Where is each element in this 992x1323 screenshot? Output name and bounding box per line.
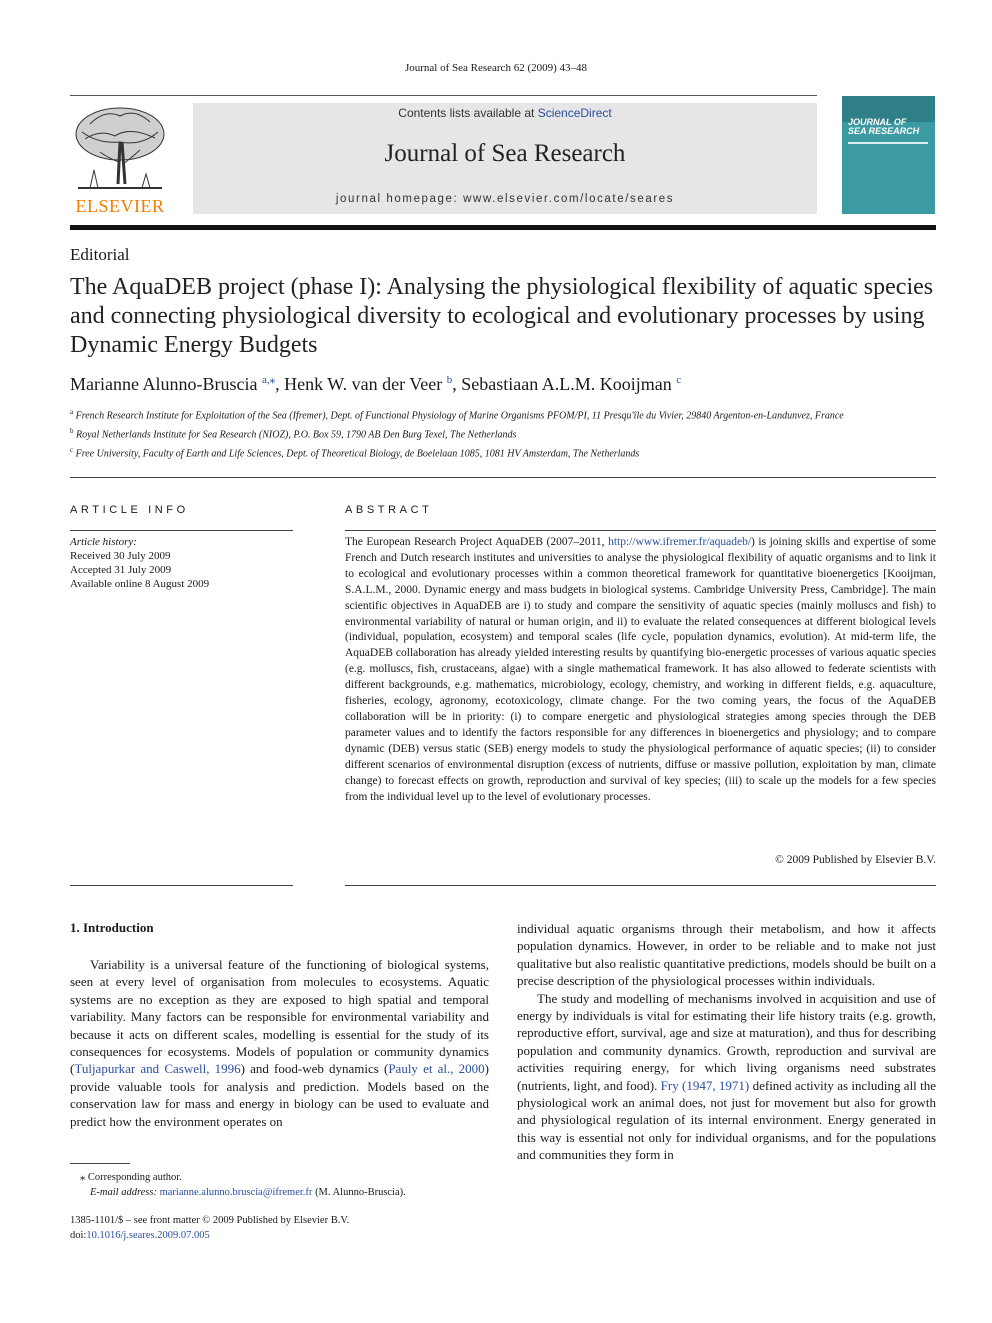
header-top-rule	[70, 95, 817, 96]
author-affiliation-marker[interactable]: b	[446, 374, 453, 386]
affiliation-item	[70, 424, 936, 443]
aquadeb-link[interactable]: http://www.ifremer.fr/aquadeb/	[608, 536, 752, 548]
author-separator: ,	[452, 374, 462, 394]
corresponding-text: Corresponding author.	[87, 1172, 182, 1183]
elsevier-wordmark: ELSEVIER	[75, 196, 165, 216]
article-history	[70, 535, 293, 591]
body-column-right	[517, 920, 936, 1164]
cover-title-line2: SEA RESEARCH	[848, 126, 920, 136]
citation-link[interactable]: Fry (1947, 1971)	[660, 1077, 750, 1093]
issn-block	[70, 1213, 489, 1243]
email-link[interactable]: marianne.alunno.bruscia@ifremer.fr	[159, 1187, 313, 1198]
running-head: Journal of Sea Research 62 (2009) 43–48	[404, 62, 588, 74]
paragraph-text: The study and modelling of mechanisms involved in acquisition and use of energy by individuals is vital for estimating their life history traits (e.g. growth, reproductive effort, survival, age and size at maturation), and thus for describing population and community dynamics. Growth, reproduction and survival are activities requiring energy, for which living organisms need substrates (nutrients, light, and food).	[517, 990, 936, 1093]
journal-title: Journal of Sea Research	[384, 140, 626, 167]
affiliation-text: Royal Netherlands Institute for Sea Research (NIOZ), P.O. Box 59, 1790 AB Den Burg Texel, The Netherlands	[76, 429, 517, 441]
article-type: Editorial	[70, 245, 130, 264]
contents-prefix: Contents lists available at	[398, 106, 538, 120]
header-thick-rule	[70, 225, 936, 230]
abstract-bottom-rule	[345, 885, 936, 886]
email-label: E-mail address:	[90, 1187, 157, 1198]
contents-line	[193, 106, 817, 120]
doi-link[interactable]: 10.1016/j.seares.2009.07.005	[86, 1230, 210, 1241]
doi-line	[70, 1228, 489, 1243]
citation-link[interactable]: Pauly et al., 2000	[388, 1061, 485, 1077]
abstract-heading: ABSTRACT	[345, 504, 433, 516]
affiliation-marker: c	[70, 445, 74, 454]
paragraph-text: defined activity as including all the physiological work an animal does, not just for movement but also for growth and physiological regulation of its internal environment. Energy generated in this way is essential not only for individual organisms, and for the populations and communities they form in	[517, 1077, 936, 1163]
sciencedirect-link[interactable]: ScienceDirect	[537, 106, 612, 120]
footnote-marker: ⁎	[80, 1172, 86, 1183]
author-name[interactable]: Henk W. van der Veer	[284, 374, 443, 394]
author-affiliation-marker[interactable]: a,⁎	[261, 374, 276, 386]
body-paragraph	[70, 956, 489, 1130]
paragraph-text: ) and food-web dynamics (	[240, 1061, 389, 1077]
abstract-text-part: ) is joining skills and expertise of some French and Dutch research institutes and universities to analyse the physiological flexibility of aquatic organisms and to link it to ecological and evolutionary processes within a common theoretical framework for quantitative bioenergetics [Kooijman, S.A.L.M., 2000. Dynamic energy and mass budgets in biological systems. Cambridge University Press, Cambridge]. The main scientific objectives in AquaDEB are i) to study and compare the sensitivity of aquatic species (mainly molluscs and fish) to environmental variability of natural or human origin, and ii) to evaluate the related consequences at different biological levels (individual, population, ecosystem) and temporal scales (life cycle, population dynamics, evolution). At mid-term life, the AquaDEB collaboration has already yielded interesting results by quantifying bio-energetic processes of various aquatic species (e.g. molluscs, fish, crustaceans, algae) with a single mathematical framework. It has also allowed to federate scientists with different backgrounds, e.g. mathematics, microbiology, ecology, chemistry, and working in different fields, e.g. aquaculture, fisheries, ecology, agronomy, ecotoxicology, climate change. For the two coming years, the focus of the AquaDEB collaboration will be in priority: (i) to compare energetic and physiological strategies among species through the DEB parameter values and to identify the factors responsible for any differences in bioenergetics and physiology; and to compare dynamic (DEB) versus static (SEB) energy models to study the physiological performance of aquatic species; (ii) to consider different scenarios of environmental disruption (excess of nutrients, diffuse or massive pollution, exploitation by man, climate change) to forecast effects on growth, reproduction and survival of key species; (iii) to scale up the models for a few species from the individual level up to the level of evolutionary processes.	[345, 536, 936, 803]
body-column-left	[70, 956, 489, 1130]
section-heading-introduction: 1. Introduction	[70, 920, 154, 935]
accepted-date: Accepted 31 July 2009	[70, 564, 172, 576]
affiliation-marker: b	[70, 426, 74, 435]
paragraph-text: ) provide valuable tools for analysis and prediction. Models based on the conservation law for mass and energy in biology can be used to evaluate and predict how the environment operates on	[70, 1061, 489, 1129]
journal-cover-thumbnail[interactable]	[842, 96, 935, 214]
article-info-bottom-rule	[70, 885, 293, 886]
corresponding-author-note	[70, 1170, 489, 1185]
issn-line: 1385-1101/$ – see front matter © 2009 Published by Elsevier B.V.	[70, 1215, 350, 1226]
affiliation-marker: a	[70, 408, 74, 416]
affiliations	[70, 405, 936, 461]
online-date: Available online 8 August 2009	[70, 578, 210, 590]
abstract-text	[345, 535, 936, 805]
affiliation-item	[70, 443, 936, 462]
body-paragraph	[517, 990, 936, 1164]
author-name[interactable]: Marianne Alunno-Bruscia	[70, 374, 258, 394]
received-date: Received 30 July 2009	[70, 550, 171, 562]
abstract-rule	[345, 530, 936, 531]
paragraph-text: Variability is a universal feature of the functioning of biological systems, seen at every level of organisation from molecules to ecosystems. Aquatic systems are no exception as they are exposed to high spatial and temporal variability. Many factors can be responsible for environmental variability and because it acts on different scales, modelling is essential for the study of its consequences for ecosystems. Models of population or community dynamics (	[70, 957, 489, 1077]
author-affiliation-marker[interactable]: c	[676, 374, 682, 386]
journal-homepage[interactable]: journal homepage: www.elsevier.com/locate/seares	[335, 193, 675, 205]
cover-divider	[848, 142, 928, 144]
affiliation-item	[70, 405, 936, 424]
affiliation-text: French Research Institute for Exploitation of the Sea (Ifremer), Dept. of Functional Physiology of Marine Organisms PFOM/PI, 11 Presqu'île du Vivier, 29840 Argenton-en-Landunvez, France	[75, 410, 844, 422]
affiliation-text: Free University, Faculty of Earth and Life Sciences, Dept. of Theoretical Biology, de Boelelaan 1085, 1081 HV Amsterdam, The Netherlands	[75, 447, 640, 459]
email-line	[70, 1185, 489, 1200]
body-paragraph: individual aquatic organisms through their metabolism, and how it affects population dynamics. However, in order to be reliable and to make not just qualitative but also realistic quantitative predictions, models should be built on a precise description of the physiological processes within individuals.	[517, 921, 936, 989]
cover-title	[848, 118, 919, 136]
article-info-heading: ARTICLE INFO	[70, 504, 189, 516]
article-title: The AquaDEB project (phase I): Analysing the physiological flexibility of aquatic species and connecting physiological diversity to ecological and evolutionary processes by using Dynamic Energy Budgets	[70, 274, 934, 358]
citation-link[interactable]: Tuljapurkar and Caswell, 1996	[74, 1061, 241, 1077]
elsevier-tree-icon	[70, 104, 170, 196]
article-info-rule	[70, 530, 293, 531]
author-separator: ,	[275, 374, 285, 394]
abstract-text-part: The European Research Project AquaDEB (2007–2011,	[345, 536, 609, 548]
history-label: Article history:	[70, 536, 137, 548]
footnote	[70, 1170, 489, 1200]
cover-title-line1: JOURNAL OF	[848, 117, 907, 127]
author-name[interactable]: Sebastiaan A.L.M. Kooijman	[461, 374, 672, 394]
affiliations-rule	[70, 477, 936, 478]
doi-prefix: doi:	[70, 1230, 87, 1241]
abstract-copyright: © 2009 Published by Elsevier B.V.	[775, 854, 936, 866]
footnote-rule	[70, 1163, 130, 1164]
email-suffix: (M. Alunno-Bruscia).	[312, 1187, 406, 1198]
author-list	[70, 373, 936, 395]
